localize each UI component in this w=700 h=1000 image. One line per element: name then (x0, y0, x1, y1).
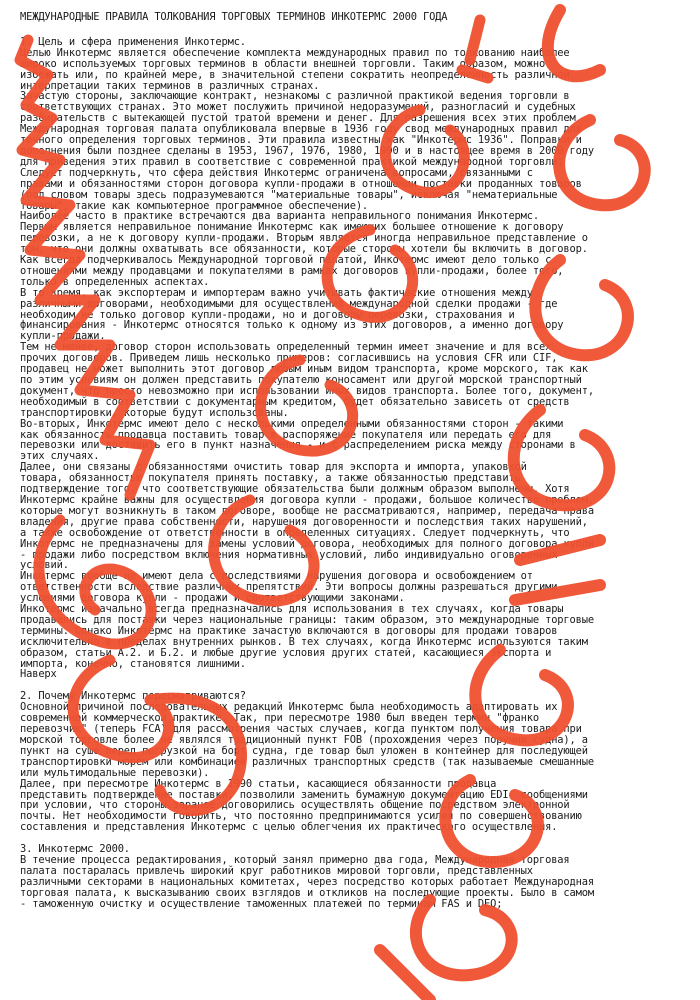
section-incoterms-2000 (20, 844, 685, 909)
paragraph: В течение процесса редактирования, который занял примерно два года, Международная торговая палата постаралась привлечь широкий круг работников мировой торговли, представленных различными секторами в национальных комитетах, через посредство которых работает Международная торговая палата, к высказыванию своих взглядов и откликов на последующие проекты. Было в самом - таможенную очистку и осуществление таможенных платежей по терминам FAS и DEQ; (20, 854, 594, 910)
section-why-revised (20, 691, 685, 833)
back-to-top-link[interactable]: Наверх (20, 668, 57, 681)
paragraph: Во-вторых, Инкотермс имеют дело с несколькими определенными обязанностями сторон - такими как обязанность продавца поставить товар в распоряжение покупателя или передать его для перевозки или доставить его в пункт назначения - и с распределением риска между сторонами в этих случаях. (20, 417, 576, 463)
paragraph: Тем не менее, договор сторон использовать определенный термин имеет значение и для всех прочих договоров. Приведем лишь несколько примеров: согласившись на условия CFR или CIF, продавец не может выполнить этот договор любым иным видом транспорта, кроме морского, так как по этим условиям он должен представить покупателю коносамент или другой морской транспортный документ, что просто невозможно при использовании иных видов транспорта. Более того, документ, необходимый в соответствии с документарным кредитом, будет обязательно зависеть от средств транспортировки, которые будут использованы. (20, 341, 594, 419)
paragraph: Основной причиной последовательных редакций Инкотермс была необходимость адаптировать их современной коммерческой практике. Так, при пересмотре 1980 был введен термин "франко перевозчик" (теперь FCA) для рассмотрения частых случаев, когда пунктом получения товара при морской торговле более не являлся традиционный пункт FOB (прохождения через поручни судна), а пункт на суше перед погрузкой на борт судна, где товар был уложен в контейнер для последующей транспортировки морем или комбинацией различных транспортных средств (так называемые смешанные или мультимодальные перевозки). (20, 701, 594, 779)
document-title: МЕЖДУНАРОДНЫЕ ПРАВИЛА ТОЛКОВАНИЯ ТОРГОВЫХ ТЕРМИНОВ ИНКОТЕРМС 2000 ГОДА (20, 11, 448, 23)
document-body (20, 8, 685, 910)
paragraph: Зачастую стороны, заключающие контракт, незнакомы с различной практикой ведения торговли в соответствующих странах. Это может послужить причиной недоразумений, разногласий и судебных разбирательств с вытекающей пустой тратой времени и денег. Для разрешения всех этих проблем Международная торговая палата опубликовала впервые в 1936 году свод международных правил для точного определения торговых терминов. Эти правила известны как "Инкотермс 1936". Поправки и дополнения были позднее сделаны в 1953, 1967, 1976, 1980, 1990 и в настоящее время в 2000 году для приведения этих правил в соответствие с современной практикой международной торговли. (20, 90, 594, 168)
section-heading: 2. Почему Инкотермс пересматриваются? (20, 690, 246, 703)
paragraph: Инкотермс изначально всегда предназначались для использования в тех случаях, когда товары продавались для поставки через национальные границы: таким образом, это международные торговые термины. Однако Инкотермс на практике зачастую включаются в договоры для продажи товаров исключительно в пределах внутренних рынков. В тех случаях, когда Инкотермс используются таким образом, статьи А.2. и Б.2. и любые другие условия других статей, касающиеся экспорта и импорта, конечно, становятся лишними. (20, 603, 594, 670)
section-heading: 1. Цель и сфера применения Инкотермс. (20, 35, 246, 48)
paragraph: В то время, как экспортерам и импортерам важно учитывать фактические отношения между различными договорами, необходимыми для осуществления международной сделки продажи - где необходим не только договор купли-продажи, но и договоры перевозки, страхования и финансирования - Инкотермс относятся только к одному из этих договоров, а именно договору купли-продажи. (20, 286, 564, 343)
section-purpose (20, 37, 685, 680)
paragraph: Целью Инкотермс является обеспечение комплекта международных правил по толкованию наиболее широко используемых торговых терминов в области внешней торговли. Таким образом, можно избежать или, по крайней мере, в значительной степени сократить неопределенность различной интерпретации таких терминов в различных странах. (20, 46, 570, 92)
paragraph: Инкотермс вообще не имеют дела с последствиями нарушения договора и освобождением от ответственности вследствие различных препятствий. Эти вопросы должны разрешаться другими условиями договора купли - продажи и соответствующими законами. (20, 570, 558, 605)
section-heading: 3. Инкотермс 2000. (20, 843, 130, 856)
paragraph: Следует подчеркнуть, что сфера действия Инкотермс ограничена вопросами, связанными с правами и обязанностями сторон договора купли-продажи в отношении поставки проданных товаров (под словом товары здесь подразумеваются "материальные товары", исключая "нематериальные товары", такие как компьютерное программное обеспечение). (20, 166, 582, 212)
paragraph: Наиболее часто в практике встречаются два варианта неправильного понимания Инкотермс. Первым является неправильное понимание Инкотермс как имеющих большее отношение к договору перевозки, а не к договору купли-продажи. Вторым является иногда неправильное представление о том, что они должны охватывать все обязанности, которые стороны хотели бы включить в договор. Как всегда подчеркивалось Международной торговой палатой, Инкотермс имеют дело только с отношениями между продавцами и покупателями в рамках договоров купли-продажи, более того, только в определенных аспектах. (20, 210, 588, 288)
paragraph: Далее, они связаны с обязанностями очистить товар для экспорта и импорта, упаковкой товара, обязанностью покупателя принять поставку, а также обязанностью представить подтверждение того, что соответствующие обязательства были должным образом выполнены. Хотя Инкотермс крайне важны для осуществления договора купли - продажи, большое количество проблем, которые могут возникнуть в таком договоре, вообще не рассматриваются, например, передача права владения, другие права собственности, нарушения договоренности и последствия таких нарушений, а также освобождение от ответственности в определенных ситуациях. Следует подчеркнуть, что Инкотермс не предназначены для замены условий договора, необходимых для полного договора купли - продажи либо посредством включения нормативных условий, либо индивидуально оговоренных условий. (20, 461, 594, 572)
paragraph: Далее, при пересмотре Инкотермс в 1990 статьи, касающиеся обязанности продавца представить подтверждение поставки, позволили заменить бумажную документацию EDI- сообщениями при условии, что стороны заранее договорились осуществлять общение посредством электронной почты. Нет необходимости говорить, что постоянно предпринимаются усилия по совершенствованию составления и представления Инкотермс с целью облегчения их практического осуществления. (20, 777, 588, 834)
